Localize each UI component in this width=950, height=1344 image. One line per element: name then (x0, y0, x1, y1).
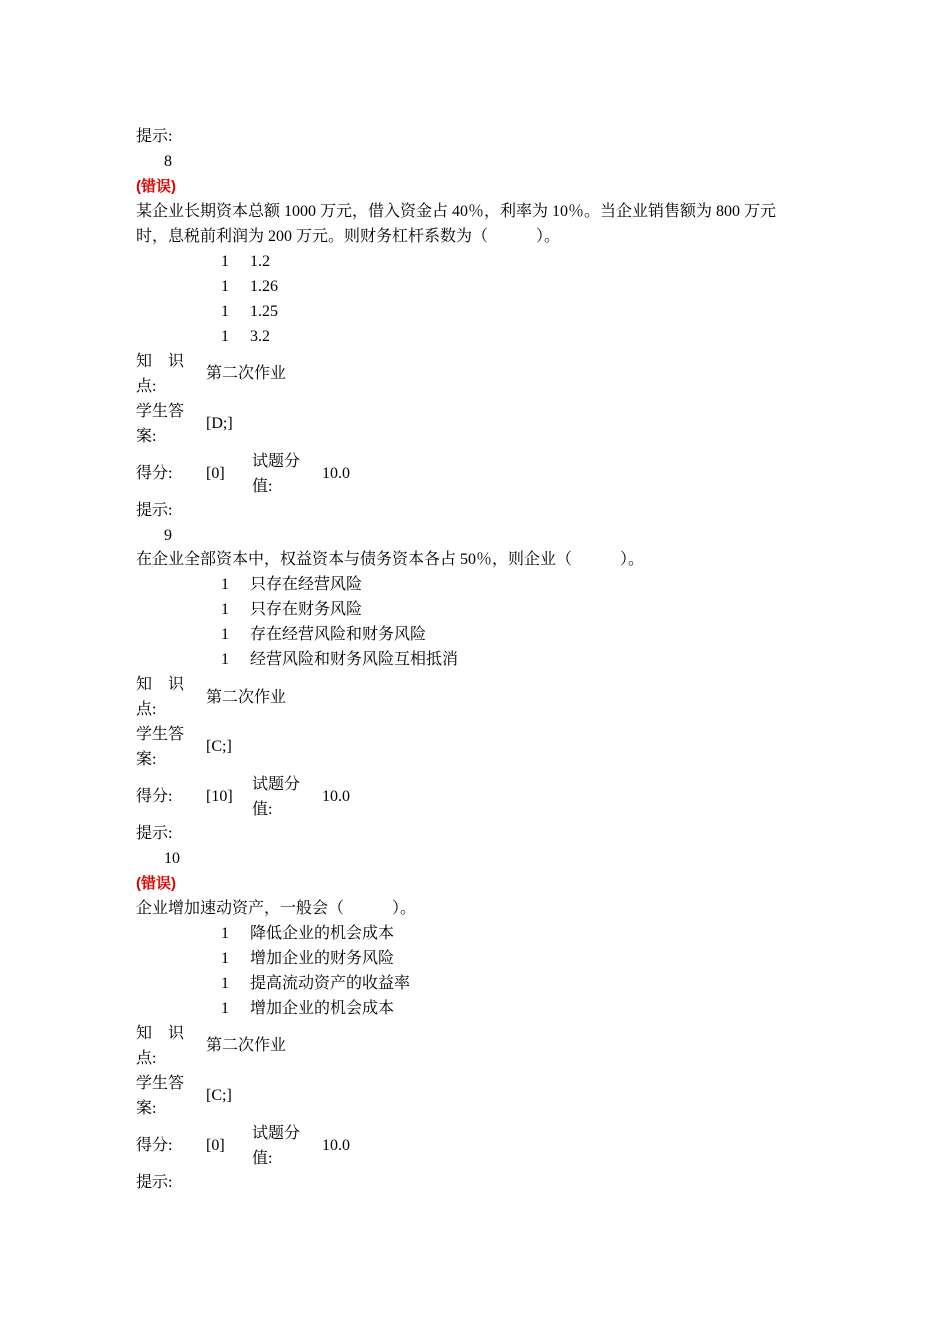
value-label: 试题分 (252, 1125, 301, 1142)
value-amount: 10.0 (322, 465, 350, 482)
hint-label: 提示: (136, 825, 173, 842)
option-row[interactable] (0, 971, 950, 996)
option-text: 增加企业的机会成本 (250, 1000, 395, 1017)
error-badge: (错误) (136, 178, 176, 195)
score-label: 得分: (136, 1137, 173, 1154)
student-answer-label: 学生答 (136, 1075, 185, 1092)
option-number: 1 (221, 975, 229, 992)
value-amount: 10.0 (322, 788, 350, 805)
option-text: 只存在经营风险 (250, 576, 363, 593)
knowledge-label: 知 识 (136, 353, 185, 370)
student-answer-value: [C;] (206, 1087, 232, 1104)
knowledge-value: 第二次作业 (206, 365, 287, 382)
score-value: [0] (206, 1137, 225, 1154)
option-number: 1 (221, 626, 229, 643)
option-number: 1 (221, 651, 229, 668)
student-answer-label-cont: 案: (136, 428, 157, 445)
option-row[interactable] (0, 324, 950, 349)
option-text: 增加企业的财务风险 (250, 950, 395, 967)
value-label-cont: 值: (252, 478, 273, 495)
knowledge-value: 第二次作业 (206, 689, 287, 706)
option-number: 1 (221, 328, 229, 345)
option-text: 提高流动资产的收益率 (250, 975, 411, 992)
option-text: 存在经营风险和财务风险 (250, 626, 427, 643)
option-row[interactable] (0, 572, 950, 597)
hint-label: 提示: (136, 502, 173, 519)
question-text: 某企业长期资本总额 1000 万元，借入资金占 40％，利率为 10％。当企业销售额为 800 万元 (136, 203, 777, 220)
option-number: 1 (221, 950, 229, 967)
option-text: 降低企业的机会成本 (250, 925, 395, 942)
score-label: 得分: (136, 465, 173, 482)
option-text: 1.25 (250, 303, 278, 320)
question-text-cont: 时，息税前利润为 200 万元。则财务杠杆系数为（ ）。 (136, 228, 561, 245)
option-number: 1 (221, 601, 229, 618)
question-number: 8 (164, 153, 172, 170)
option-row[interactable] (0, 996, 950, 1021)
knowledge-value: 第二次作业 (206, 1037, 287, 1054)
student-answer-value: [D;] (206, 415, 233, 432)
option-number: 1 (221, 253, 229, 270)
option-text: 只存在财务风险 (250, 601, 363, 618)
option-row[interactable] (0, 921, 950, 946)
option-row[interactable] (0, 249, 950, 274)
value-amount: 10.0 (322, 1137, 350, 1154)
option-text: 1.26 (250, 278, 278, 295)
knowledge-label-cont: 点: (136, 378, 157, 395)
value-label-cont: 值: (252, 1150, 273, 1167)
option-row[interactable] (0, 622, 950, 647)
student-answer-label: 学生答 (136, 403, 185, 420)
score-value: [10] (206, 788, 233, 805)
value-label-cont: 值: (252, 801, 273, 818)
knowledge-label-cont: 点: (136, 701, 157, 718)
option-text: 3.2 (250, 328, 270, 345)
score-value: [0] (206, 465, 225, 482)
error-badge: (错误) (136, 875, 176, 892)
option-number: 1 (221, 278, 229, 295)
question-text: 企业增加速动资产，一般会（ ）。 (136, 900, 417, 917)
value-label: 试题分 (252, 453, 301, 470)
option-number: 1 (221, 925, 229, 942)
question-text: 在企业全部资本中，权益资本与债务资本各占 50％，则企业（ ）。 (136, 551, 645, 568)
option-row[interactable] (0, 647, 950, 672)
option-number: 1 (221, 576, 229, 593)
option-text: 经营风险和财务风险互相抵消 (250, 651, 459, 668)
value-label: 试题分 (252, 776, 301, 793)
knowledge-label: 知 识 (136, 676, 185, 693)
option-row[interactable] (0, 597, 950, 622)
question-number: 10 (164, 850, 180, 867)
option-row[interactable] (0, 946, 950, 971)
option-number: 1 (221, 1000, 229, 1017)
hint-label: 提示: (136, 1174, 173, 1191)
student-answer-label-cont: 案: (136, 1100, 157, 1117)
option-text: 1.2 (250, 253, 270, 270)
student-answer-label-cont: 案: (136, 751, 157, 768)
knowledge-label: 知 识 (136, 1025, 185, 1042)
option-row[interactable] (0, 299, 950, 324)
student-answer-label: 学生答 (136, 726, 185, 743)
hint-label: 提示: (136, 128, 173, 145)
option-number: 1 (221, 303, 229, 320)
knowledge-label-cont: 点: (136, 1050, 157, 1067)
student-answer-value: [C;] (206, 738, 232, 755)
score-label: 得分: (136, 788, 173, 805)
option-row[interactable] (0, 274, 950, 299)
question-number: 9 (164, 527, 172, 544)
